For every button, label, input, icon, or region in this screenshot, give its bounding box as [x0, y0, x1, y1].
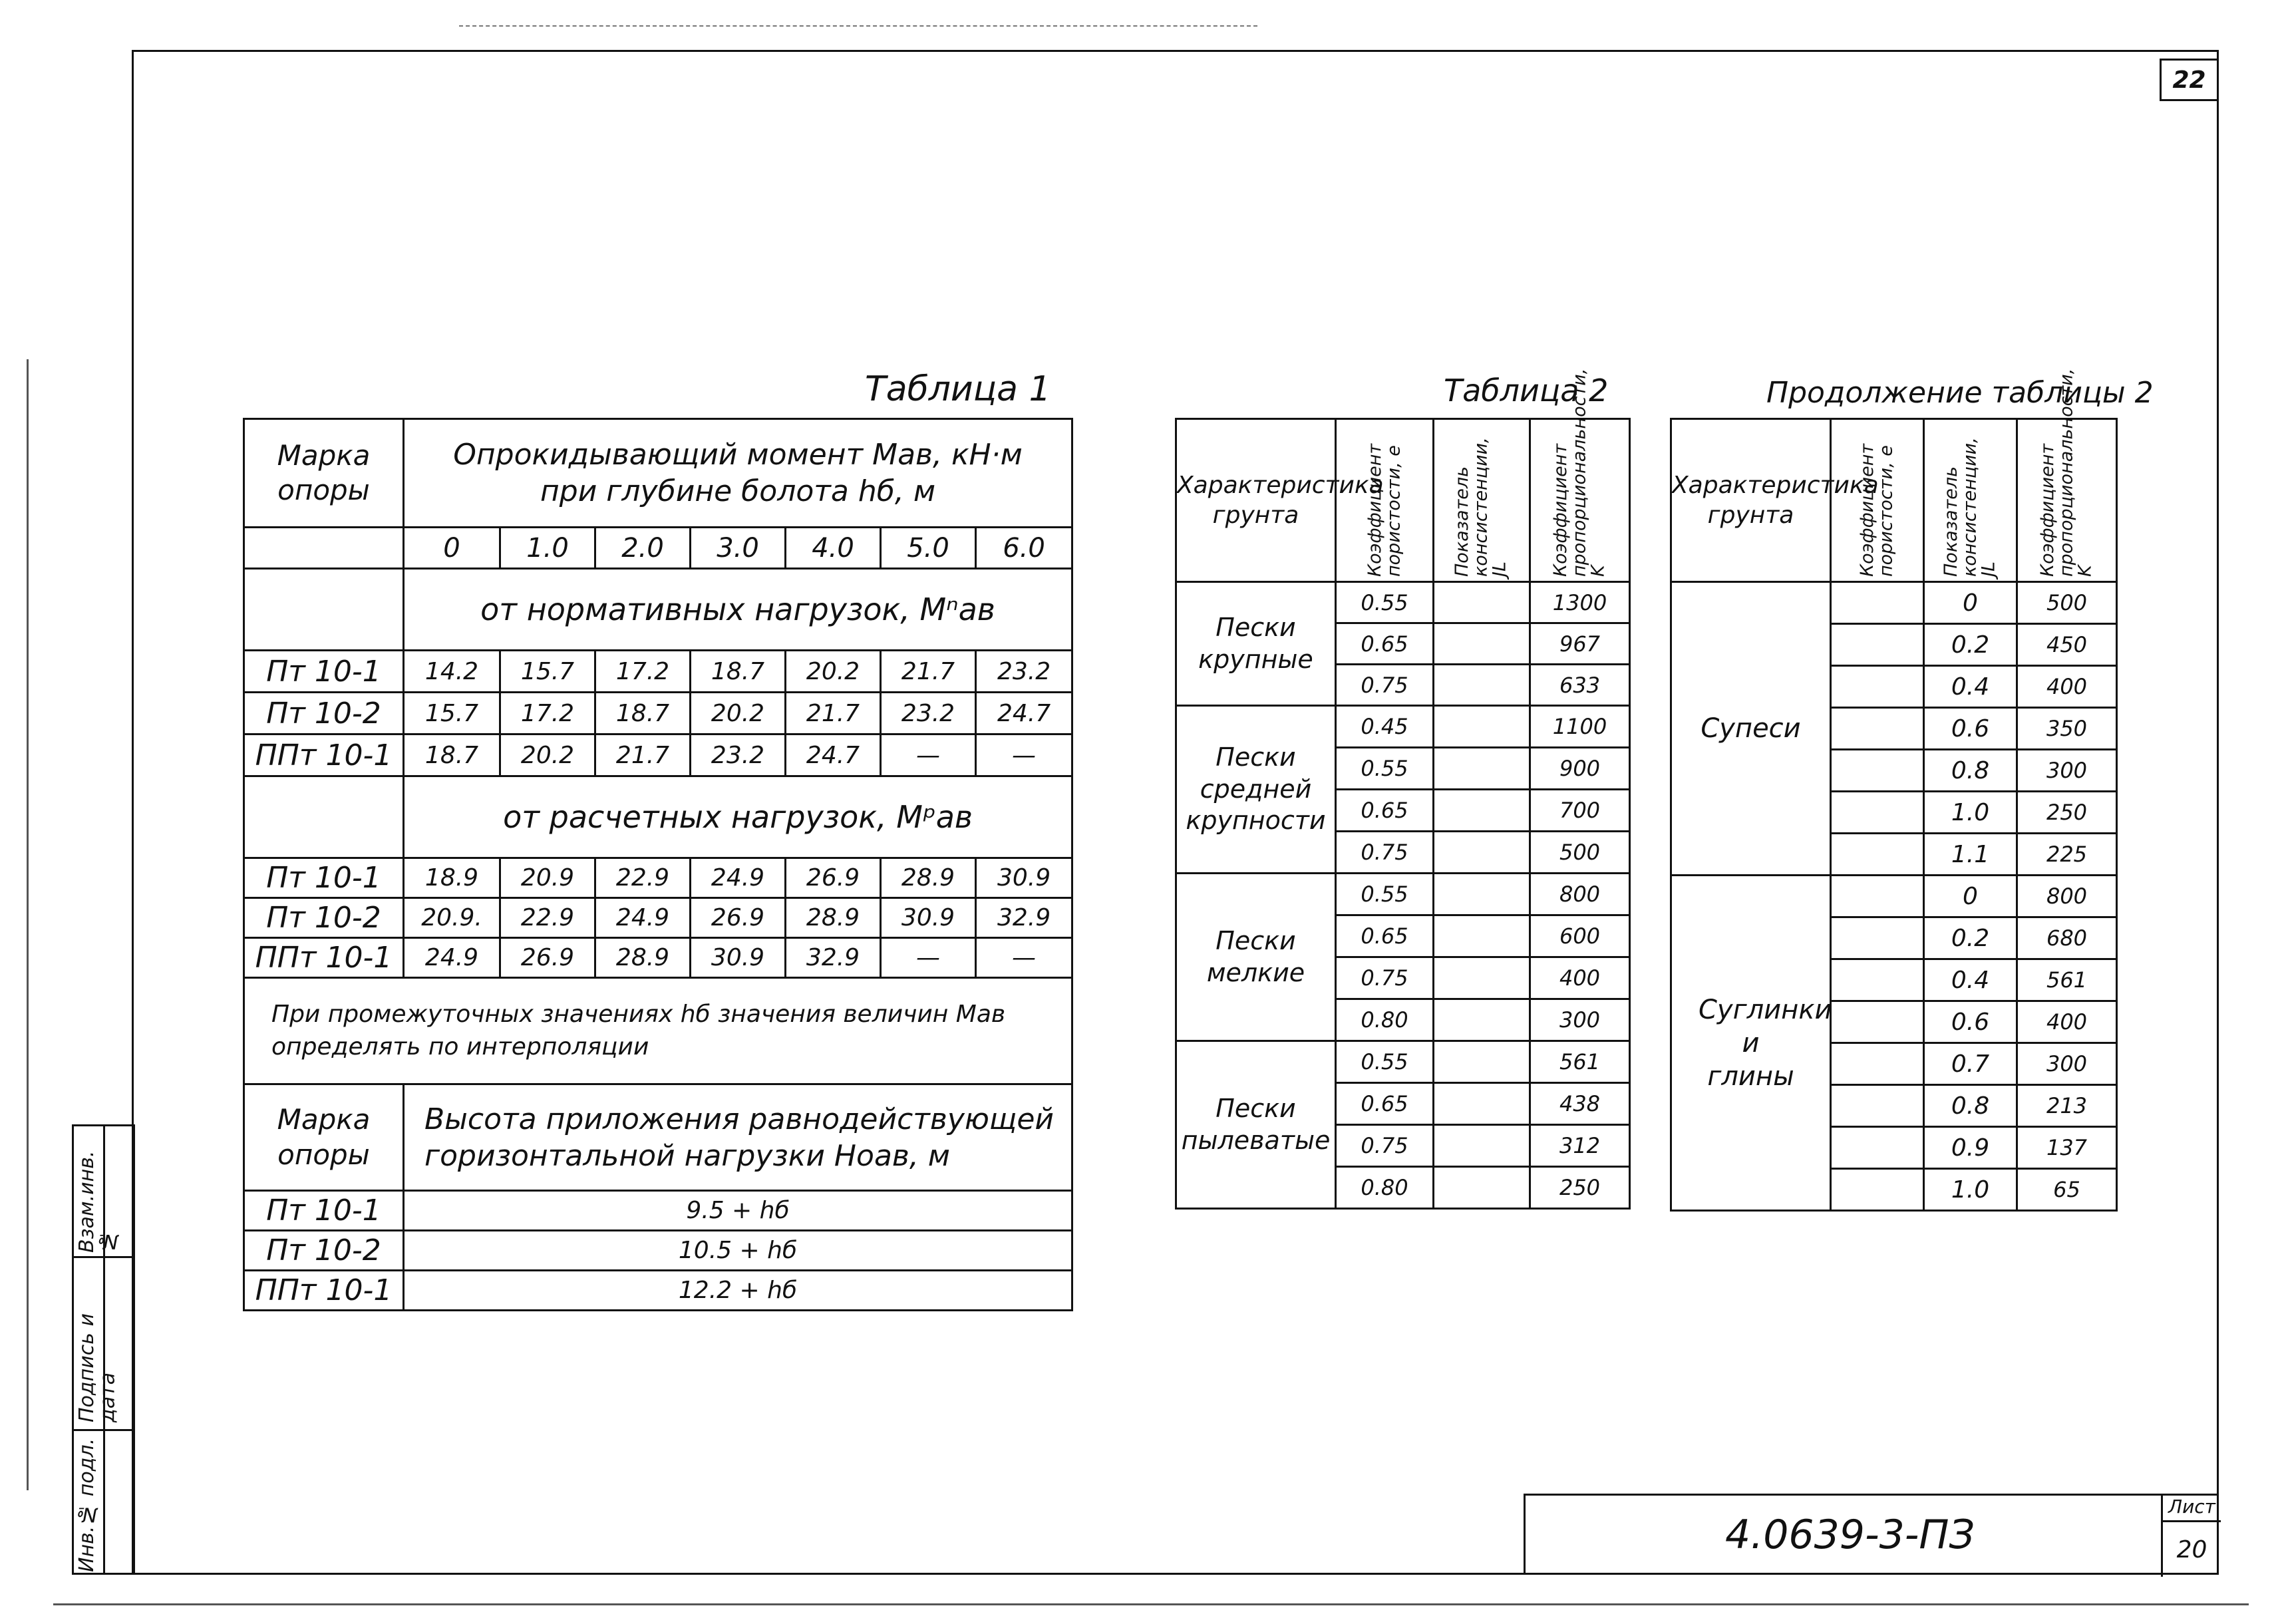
t2-e: 0.55	[1336, 582, 1434, 623]
t2-jl	[1434, 832, 1530, 874]
table1	[243, 418, 1073, 1311]
t2c-e	[1831, 750, 1924, 792]
t2c-e	[1831, 1001, 1924, 1043]
t2-e: 0.65	[1336, 1083, 1434, 1125]
t2-e: 0.65	[1336, 623, 1434, 665]
t2c-e	[1831, 876, 1924, 917]
t1-height-value: 12.2 + hб	[404, 1271, 1072, 1311]
t2c-k: 450	[2017, 624, 2117, 666]
t1-cell: —	[881, 938, 976, 978]
sheet-label-cell	[2161, 1496, 2221, 1522]
t2-jl	[1434, 623, 1530, 665]
t2-group-name: Пески средней крупности	[1176, 706, 1336, 874]
t2-jl	[1434, 1167, 1530, 1209]
stamp-signature-date: Подпись и дата	[75, 1313, 120, 1422]
left-edge-line	[27, 359, 29, 1490]
t1-cell: 30.9	[691, 938, 786, 978]
t1-cell: 28.9	[595, 938, 691, 978]
t2-e: 0.45	[1336, 706, 1434, 748]
table1-caption: Таблица 1	[865, 369, 1051, 409]
t1-cell: 18.7	[691, 651, 786, 693]
table2-cont-caption: Продолжение таблицы 2	[1766, 376, 2154, 410]
t1-head-mark: Марка опоры	[244, 419, 404, 528]
t1-note: При промежуточных значениях hб значения величин Mав определять по интерполяции	[244, 978, 1072, 1084]
t2c-k: 213	[2017, 1085, 2117, 1127]
t1-cell: 26.9	[691, 898, 786, 938]
t1-cell: 22.9	[500, 898, 595, 938]
page-number-box	[2160, 59, 2219, 101]
t2c-head-k-text: Коэффициент пропорциональности, K	[2036, 368, 2096, 577]
t2-k: 1300	[1530, 582, 1630, 623]
t2-e: 0.65	[1336, 790, 1434, 832]
t1-cell: 24.9	[404, 938, 500, 978]
t2-k: 1100	[1530, 706, 1630, 748]
t2-k: 400	[1530, 957, 1630, 999]
t2-k: 600	[1530, 915, 1630, 957]
t1-section-blank	[244, 569, 404, 651]
t2c-head-e-text: Коэффициент пористости, e	[1857, 443, 1897, 577]
t2-jl	[1434, 1125, 1530, 1167]
t2c-e	[1831, 792, 1924, 834]
t1-cell: 30.9	[881, 898, 976, 938]
t1-section-normative: от нормативных нагрузок, Mⁿав	[404, 569, 1072, 651]
t2c-k: 250	[2017, 792, 2117, 834]
t2c-k: 137	[2017, 1127, 2117, 1169]
page-number: 22	[2172, 66, 2206, 94]
t1-mark: ППт 10-1	[244, 1271, 404, 1311]
stamp-replace-inv: Взам.инв.№	[75, 1150, 120, 1253]
t2-k: 800	[1530, 874, 1630, 915]
t2-head-k	[1530, 368, 1630, 582]
t2-group-name: Пески мелкие	[1176, 874, 1336, 1041]
t2-k: 561	[1530, 1041, 1630, 1083]
t1-depth-blank	[244, 528, 404, 569]
t1-cell: 32.9	[786, 938, 881, 978]
t2c-k: 800	[2017, 876, 2117, 917]
t2c-head-e	[1831, 419, 1924, 582]
t1-cell: 23.2	[881, 693, 976, 734]
t1-head-mark2: Марка опоры	[244, 1084, 404, 1191]
t1-cell: 26.9	[500, 938, 595, 978]
t2-jl	[1434, 957, 1530, 999]
t2c-k: 65	[2017, 1169, 2117, 1211]
t2c-e	[1831, 708, 1924, 750]
t2-k: 700	[1530, 790, 1630, 832]
t2c-k: 350	[2017, 708, 2117, 750]
t2-jl	[1434, 999, 1530, 1041]
t2-e: 0.75	[1336, 1125, 1434, 1167]
t1-cell: 28.9	[881, 858, 976, 898]
t1-cell: —	[976, 734, 1072, 776]
t1-cell: 21.7	[595, 734, 691, 776]
t1-cell: 24.9	[595, 898, 691, 938]
t2c-jl: 0	[1924, 876, 2017, 917]
t1-head-moment: Опрокидывающий момент Mав, кН·м при глубине болота hб, м	[404, 419, 1072, 528]
table2-caption: Таблица 2	[1444, 373, 1609, 408]
t1-cell: 18.9	[404, 858, 500, 898]
t2-head-e-text: Коэффициент пористости, e	[1364, 443, 1404, 577]
t2-head-e	[1336, 419, 1434, 582]
t2c-k: 300	[2017, 1043, 2117, 1085]
t1-cell: 24.9	[691, 858, 786, 898]
t1-cell: 26.9	[786, 858, 881, 898]
sheet-number: 20	[2176, 1536, 2207, 1563]
t1-cell: 23.2	[976, 651, 1072, 693]
t2-head-soil: Характеристика грунта	[1176, 419, 1336, 582]
t2c-jl: 1.0	[1924, 792, 2017, 834]
t2c-jl: 0.2	[1924, 917, 2017, 959]
t2c-e	[1831, 582, 1924, 624]
t2-e: 0.55	[1336, 874, 1434, 915]
t2-k: 633	[1530, 665, 1630, 706]
t1-cell: 32.9	[976, 898, 1072, 938]
bottom-edge-line	[53, 1603, 2249, 1605]
t2c-group-name: Суглинки и глины	[1671, 876, 1831, 1211]
top-edge-line	[459, 25, 1257, 27]
t2c-jl: 0.9	[1924, 1127, 2017, 1169]
t2-group-name: Пески пылеватые	[1176, 1041, 1336, 1209]
t2c-jl: 0.4	[1924, 666, 2017, 708]
t1-mark: Пт 10-1	[244, 858, 404, 898]
t1-mark: Пт 10-2	[244, 898, 404, 938]
t2c-jl: 0.6	[1924, 708, 2017, 750]
t2c-jl: 0.4	[1924, 959, 2017, 1001]
t2c-jl: 1.0	[1924, 1169, 2017, 1211]
t1-depth: 4.0	[786, 528, 881, 569]
stamp-strip	[72, 1124, 135, 1575]
t2-k: 250	[1530, 1167, 1630, 1209]
t1-cell: 22.9	[595, 858, 691, 898]
t1-mark: Пт 10-1	[244, 1191, 404, 1231]
t2c-jl: 1.1	[1924, 834, 2017, 876]
sheet-number-cell	[2161, 1522, 2221, 1577]
t1-cell: 28.9	[786, 898, 881, 938]
t2c-k: 225	[2017, 834, 2117, 876]
t1-cell: 21.7	[881, 651, 976, 693]
t1-cell: 18.7	[595, 693, 691, 734]
t2-jl	[1434, 915, 1530, 957]
t2-e: 0.55	[1336, 1041, 1434, 1083]
t2c-head-jl-text: Показатель консистенции, JL	[1940, 437, 1999, 577]
t1-cell: 15.7	[500, 651, 595, 693]
t1-cell: 18.7	[404, 734, 500, 776]
sheet-label: Лист	[2168, 1496, 2215, 1518]
t1-depth: 2.0	[595, 528, 691, 569]
t2-e: 0.65	[1336, 915, 1434, 957]
t1-cell: 23.2	[691, 734, 786, 776]
t2c-jl: 0.8	[1924, 750, 2017, 792]
t1-head-height: Высота приложения равнодействующей горизонтальной нагрузки Hоав, м	[404, 1084, 1072, 1191]
t2c-e	[1831, 1043, 1924, 1085]
t2c-k: 300	[2017, 750, 2117, 792]
t1-cell: —	[881, 734, 976, 776]
t2c-jl: 0.6	[1924, 1001, 2017, 1043]
t1-depth: 0	[404, 528, 500, 569]
t2c-jl: 0	[1924, 582, 2017, 624]
t1-depth: 6.0	[976, 528, 1072, 569]
t2-k: 967	[1530, 623, 1630, 665]
t1-depth: 3.0	[691, 528, 786, 569]
t1-cell: 20.2	[786, 651, 881, 693]
t2-k: 900	[1530, 748, 1630, 790]
t2c-head-soil: Характеристика грунта	[1671, 419, 1831, 582]
t2c-head-k	[2017, 368, 2117, 582]
t1-cell: 20.9	[500, 858, 595, 898]
t2-jl	[1434, 1083, 1530, 1125]
document-code: 4.0639-3-ПЗ	[1725, 1512, 1975, 1558]
t2c-e	[1831, 666, 1924, 708]
t2-head-jl-text: Показатель консистенции, JL	[1452, 437, 1511, 577]
t1-depth: 5.0	[881, 528, 976, 569]
t1-height-value: 10.5 + hб	[404, 1231, 1072, 1271]
t1-cell: 20.2	[691, 693, 786, 734]
t1-cell: 17.2	[500, 693, 595, 734]
t2-head-k-text: Коэффициент пропорциональности, K	[1549, 368, 1609, 577]
t1-section-design: от расчетных нагрузок, Mᵖав	[404, 776, 1072, 858]
t2c-group-name: Супеси	[1671, 582, 1831, 876]
t2c-k: 561	[2017, 959, 2117, 1001]
t2-jl	[1434, 665, 1530, 706]
t1-section-blank	[244, 776, 404, 858]
t2c-e	[1831, 1127, 1924, 1169]
t1-cell: 21.7	[786, 693, 881, 734]
t1-mark: Пт 10-2	[244, 693, 404, 734]
t1-cell: 24.7	[976, 693, 1072, 734]
t2c-k: 400	[2017, 1001, 2117, 1043]
t2-jl	[1434, 874, 1530, 915]
t2-k: 438	[1530, 1083, 1630, 1125]
t2c-e	[1831, 834, 1924, 876]
t1-mark: Пт 10-2	[244, 1231, 404, 1271]
t2c-e	[1831, 959, 1924, 1001]
t2c-e	[1831, 1169, 1924, 1211]
t2-k: 500	[1530, 832, 1630, 874]
t1-cell: 14.2	[404, 651, 500, 693]
t1-cell: 20.9.	[404, 898, 500, 938]
t2-head-jl	[1434, 419, 1530, 582]
t2c-e	[1831, 1085, 1924, 1127]
t2-e: 0.55	[1336, 748, 1434, 790]
t2-jl	[1434, 582, 1530, 623]
t2c-k: 500	[2017, 582, 2117, 624]
t2-e: 0.75	[1336, 957, 1434, 999]
t1-mark: ППт 10-1	[244, 938, 404, 978]
title-block	[1524, 1494, 2219, 1575]
t2-e: 0.80	[1336, 999, 1434, 1041]
t1-depth: 1.0	[500, 528, 595, 569]
t2-jl	[1434, 1041, 1530, 1083]
t1-cell: 15.7	[404, 693, 500, 734]
t2c-k: 400	[2017, 666, 2117, 708]
t2c-jl: 0.8	[1924, 1085, 2017, 1127]
t2c-e	[1831, 917, 1924, 959]
t2-group-name: Пески крупные	[1176, 582, 1336, 706]
t2-k: 312	[1530, 1125, 1630, 1167]
t2-jl	[1434, 790, 1530, 832]
t1-height-value: 9.5 + hб	[404, 1191, 1072, 1231]
t1-cell: 30.9	[976, 858, 1072, 898]
t1-mark: Пт 10-1	[244, 651, 404, 693]
t1-cell: 20.2	[500, 734, 595, 776]
t2-e: 0.75	[1336, 832, 1434, 874]
t2c-jl: 0.7	[1924, 1043, 2017, 1085]
t1-mark: ППт 10-1	[244, 734, 404, 776]
t2c-jl: 0.2	[1924, 624, 2017, 666]
t2c-e	[1831, 624, 1924, 666]
t2-jl	[1434, 706, 1530, 748]
t1-cell: —	[976, 938, 1072, 978]
t1-cell: 24.7	[786, 734, 881, 776]
t2c-head-jl	[1924, 419, 2017, 582]
t2-e: 0.80	[1336, 1167, 1434, 1209]
t2-e: 0.75	[1336, 665, 1434, 706]
t1-cell: 17.2	[595, 651, 691, 693]
t2-k: 300	[1530, 999, 1630, 1041]
t2-jl	[1434, 748, 1530, 790]
t2c-k: 680	[2017, 917, 2117, 959]
stamp-inv-no: Инв.№ подл.	[75, 1438, 98, 1572]
